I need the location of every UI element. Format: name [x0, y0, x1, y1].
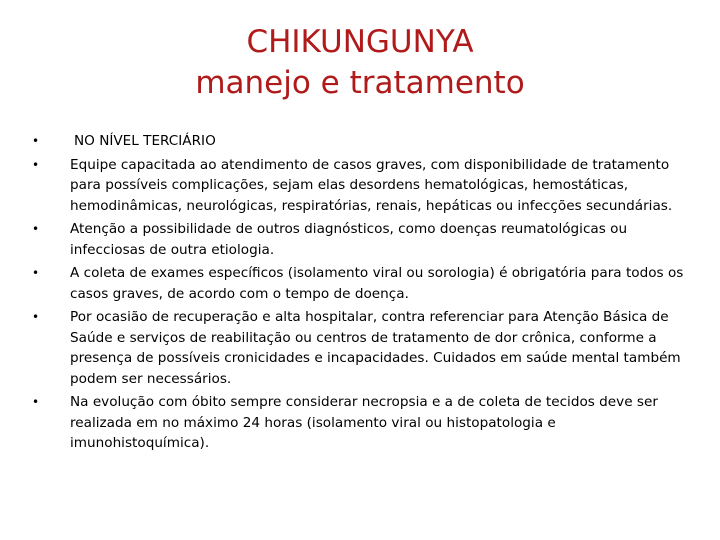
bullet-item — [30, 307, 685, 389]
bullet-text: A coleta de exames específicos (isolamento viral ou sorologia) é obrigatória para todos os casos graves, de acordo com o tempo de doença. — [70, 265, 684, 302]
bullet-dot-icon: • — [32, 395, 40, 409]
bullet-text: Por ocasião de recuperação e alta hospitalar, contra referenciar para Atenção Básica de Saúde e serviços de reabilitação ou centros de tratamento de dor crônica, conforme a presença de possíveis cronicidades e incapacidades. Cuidados em saúde mental também podem ser necessários. — [70, 309, 681, 387]
bullet-item — [30, 131, 685, 152]
bullet-dot-icon: • — [32, 222, 40, 236]
slide-title — [0, 22, 720, 104]
bullet-text: Na evolução com óbito sempre considerar necropsia e a de coleta de tecidos deve ser realizada em no máximo 24 horas (isolamento viral ou histopatologia e imunohistoquímica). — [70, 394, 658, 451]
bullet-item — [30, 155, 685, 217]
bullet-text: NO NÍVEL TERCIÁRIO — [74, 133, 216, 149]
bullet-dot-icon: • — [32, 157, 40, 172]
bullet-item — [30, 263, 685, 304]
bullet-dot-icon: • — [32, 134, 40, 148]
bullet-item — [30, 219, 685, 260]
bullet-text: Equipe capacitada ao atendimento de casos graves, com disponibilidade de tratamento para possíveis complicações, sejam elas desordens hematológicas, hemostáticas, hemodinâmicas, neurológicas, respiratórias, renais, hepáticas ou infecções secundárias. — [70, 156, 673, 214]
title-line-1: CHIKUNGUNYA — [246, 24, 474, 60]
bullet-text: Atenção a possibilidade de outros diagnósticos, como doenças reumatológicas ou infecciosas de outra etiologia. — [70, 221, 628, 258]
bullet-dot-icon: • — [32, 266, 40, 280]
bullet-dot-icon: • — [32, 310, 40, 324]
title-line-2: manejo e tratamento — [195, 65, 525, 101]
bullet-item — [30, 392, 685, 454]
bullet-list — [30, 131, 685, 457]
